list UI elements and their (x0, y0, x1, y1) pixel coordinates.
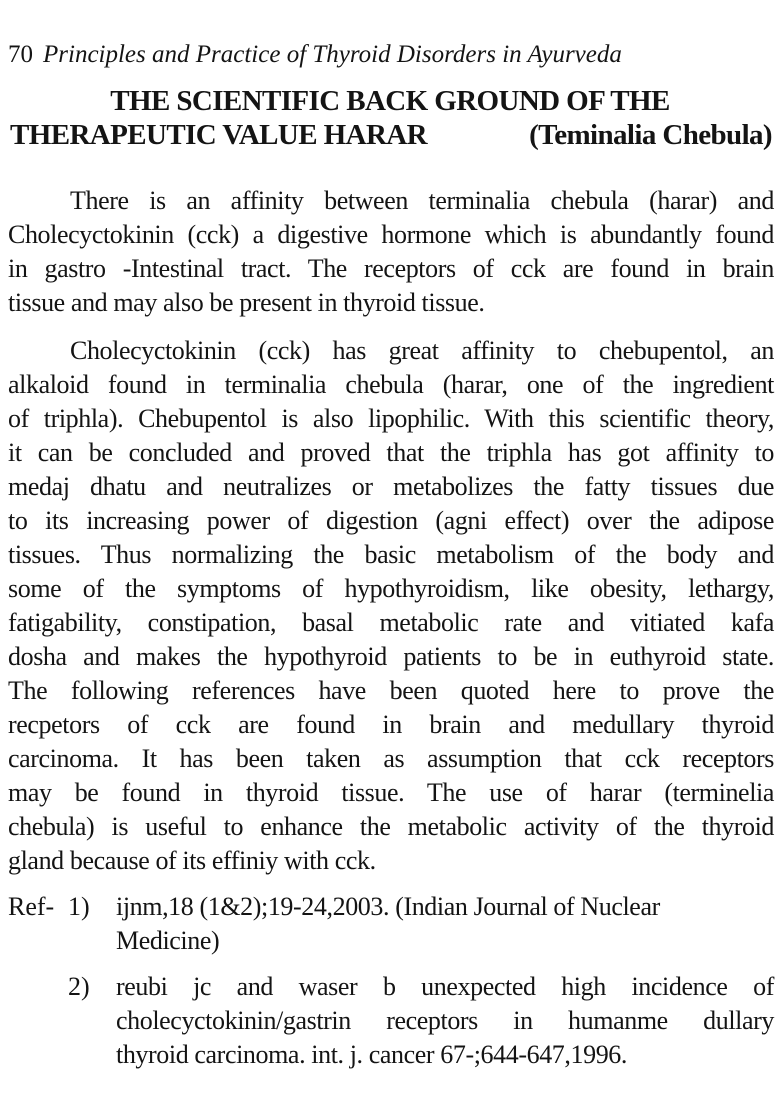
reference-line: thyroid carcinoma. int. j. cancer 67-;644-647,1996. (116, 1040, 628, 1069)
references-label: Ref- (8, 892, 55, 921)
paragraph-line: Cholecyctokinin (cck) a digestive hormone which is abundantly found (8, 220, 774, 249)
paragraph-line: medaj dhatu and neutralizes or metabolizes the fatty tissues due (8, 472, 774, 501)
paragraph-line: may be found in thyroid tissue. The use of harar (terminelia (8, 778, 774, 807)
reference-line: Medicine) (116, 926, 220, 955)
paragraph-line: Cholecyctokinin (cck) has great affinity to chebupentol, an (70, 336, 774, 365)
section-heading-botanical-name: (Teminalia Chebula) (529, 119, 772, 151)
reference-number: 1) (68, 892, 90, 921)
paragraph-line: it can be concluded and proved that the triphla has got affinity to (8, 438, 774, 467)
paragraph-line: tissue and may also be present in thyroid tissue. (8, 288, 485, 317)
paragraph-line: There is an affinity between terminalia chebula (harar) and (70, 186, 774, 215)
paragraph-line: recpetors of cck are found in brain and medullary thyroid (8, 710, 774, 739)
section-heading-main: THERAPEUTIC VALUE HARAR (10, 119, 427, 151)
running-head (8, 40, 622, 70)
paragraph-line: in gastro -Intestinal tract. The receptors of cck are found in brain (8, 254, 774, 283)
paragraph-line: alkaloid found in terminalia chebula (harar, one of the ingredient (8, 370, 774, 399)
page-number: 70 (8, 41, 33, 68)
paragraph-line: carcinoma. It has been taken as assumption that cck receptors (8, 744, 774, 773)
paragraph-line: some of the symptoms of hypothyroidism, like obesity, lethargy, (8, 574, 774, 603)
paragraph-line: chebula) is useful to enhance the metabolic activity of the thyroid (8, 812, 774, 841)
paragraph-line: of triphla). Chebupentol is also lipophilic. With this scientific theory, (8, 404, 774, 433)
section-heading-line-2 (10, 118, 772, 152)
reference-line: reubi jc and waser b unexpected high incidence of (116, 972, 774, 1001)
paragraph-line: dosha and makes the hypothyroid patients to be in euthyroid state. (8, 642, 774, 671)
section-heading-line-1: THE SCIENTIFIC BACK GROUND OF THE (110, 85, 670, 117)
paragraph-line: to its increasing power of digestion (agni effect) over the adipose (8, 506, 774, 535)
paragraph-line: gland because of its effiniy with cck. (8, 846, 376, 875)
paragraph-line: The following references have been quoted here to prove the (8, 676, 774, 705)
reference-line: cholecyctokinin/gastrin receptors in humanme dullary (116, 1006, 774, 1035)
reference-line: ijnm,18 (1&2);19-24,2003. (Indian Journal of Nuclear (116, 892, 660, 921)
paragraph-line: fatigability, constipation, basal metabolic rate and vitiated kafa (8, 608, 774, 637)
paragraph-line: tissues. Thus normalizing the basic metabolism of the body and (8, 540, 774, 569)
book-title: Principles and Practice of Thyroid Disorders in Ayurveda (43, 41, 622, 68)
reference-number: 2) (68, 972, 90, 1001)
